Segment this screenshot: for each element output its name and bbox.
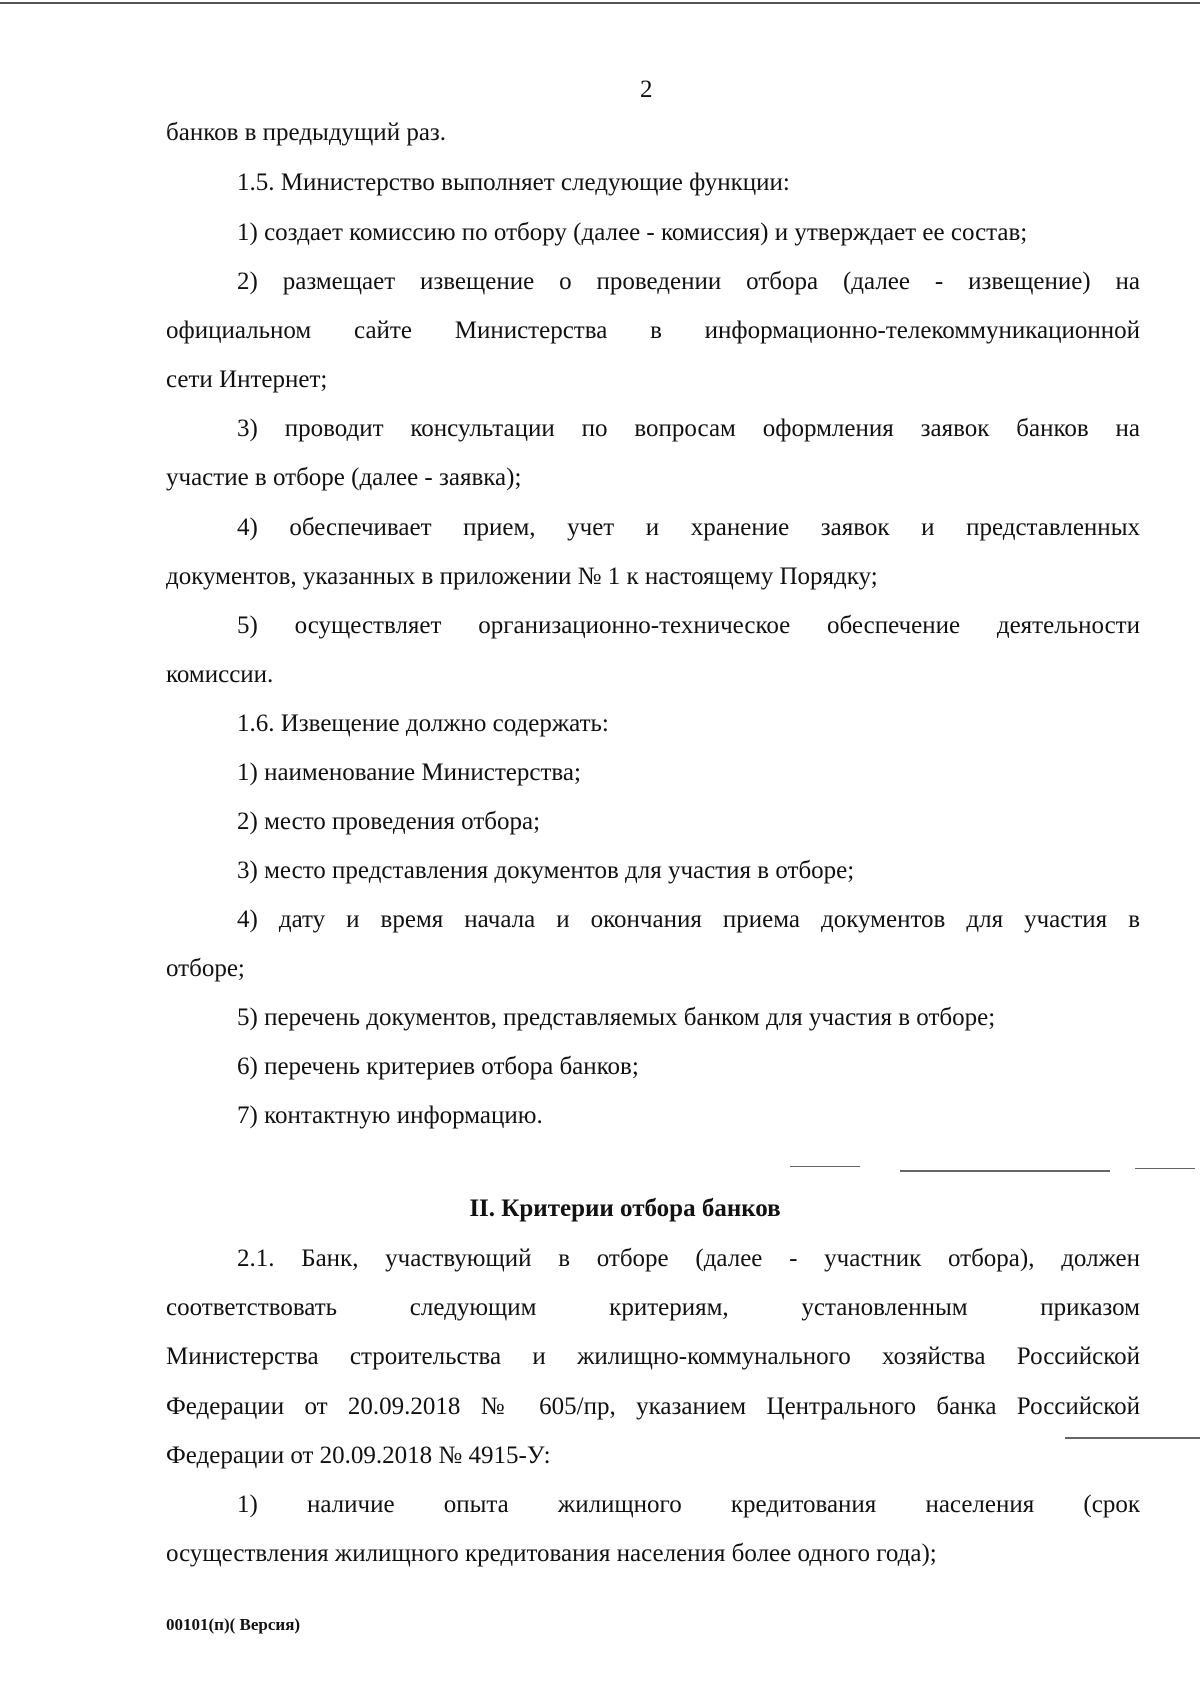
text-line: 2.1. Банк, участвующий в отборе (далее - участник отбора), должен [237,1245,1140,1272]
text-line: 5) осуществляет организационно-техническое обеспечение деятельности [237,612,1140,639]
text-line: 2) место проведения отбора; [237,808,541,835]
text-line: официальном сайте Министерства в информационно-телекоммуникационной [166,317,1140,344]
text-line: 4) обеспечивает прием, учет и хранение заявок и представленных [237,514,1140,541]
text-line: 1) создает комиссию по отбору (далее - комиссия) и утверждает ее состав; [237,219,1028,246]
text-line: комиссии. [166,661,274,688]
scan-artifact [1065,1437,1200,1439]
text-line: 1) наличие опыта жилищного кредитования населения (срок [237,1491,1140,1518]
scan-border-line [0,2,1200,4]
text-line: 1.5. Министерство выполняет следующие функции: [237,169,790,196]
text-line: 6) перечень критериев отбора банков; [237,1053,639,1080]
text-line: документов, указанных в приложении № 1 к настоящему Порядку; [166,563,878,590]
text-line: сети Интернет; [166,366,328,393]
text-line: Министерства строительства и жилищно-коммунального хозяйства Российской [166,1343,1140,1370]
text-line: 3) проводит консультации по вопросам оформления заявок банков на [237,415,1140,442]
text-line: 2) размещает извещение о проведении отбора (далее - извещение) на [237,268,1140,295]
scan-artifact [1135,1168,1195,1169]
text-line: 3) место представления документов для участия в отборе; [237,857,855,884]
text-line: осуществления жилищного кредитования населения более одного года); [166,1540,937,1567]
text-line: 7) контактную информацию. [237,1102,543,1129]
text-line: Федерации от 20.09.2018 № 4915-У: [166,1442,551,1469]
text-line: 1.6. Извещение должно содержать: [237,710,609,737]
text-line: банков в предыдущий раз. [166,119,447,146]
text-line: соответствовать следующим критериям, установленным приказом [166,1294,1140,1321]
section-heading: II. Критерии отбора банков [469,1195,781,1222]
text-line: 5) перечень документов, представляемых банком для участия в отборе; [237,1004,996,1031]
text-line: Федерации от 20.09.2018 № 605/пр, указанием Центрального банка Российской [166,1393,1140,1420]
document-footer-code: 00101(п)( Версия) [166,1615,301,1634]
text-line: 1) наименование Министерства; [237,759,581,786]
text-line: участие в отборе (далее - заявка); [166,464,522,491]
scan-artifact [900,1170,1110,1172]
text-line: 4) дату и время начала и окончания приема документов для участия в [237,906,1140,933]
page-number: 2 [640,76,653,103]
text-line: отборе; [166,955,245,982]
scan-artifact [790,1166,860,1167]
